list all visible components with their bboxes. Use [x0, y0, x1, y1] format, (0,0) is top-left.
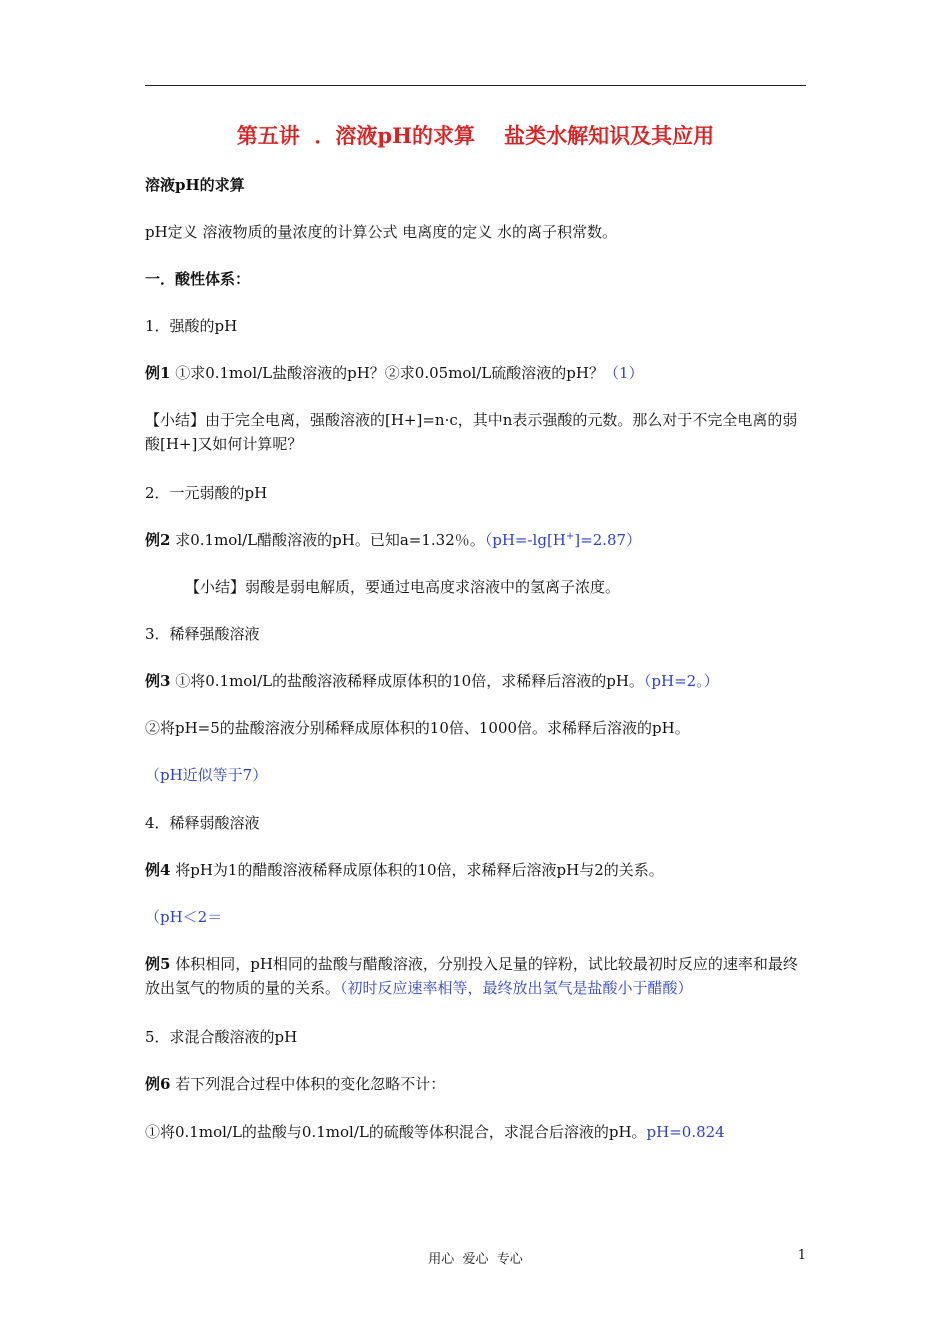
page-footer: 用心 爱心 专心 [428, 1252, 523, 1267]
example-text: 将pH为1的醋酸溶液稀释成原体积的10倍，求稀释后溶液pH与2的关系。 [175, 861, 664, 879]
example-3-part-2-answer: （pH近似等于7） [145, 766, 268, 784]
answer-part: ]=2.87） [574, 531, 642, 549]
example-answer: （初时反应速率相等，最终放出氢气是盐酸小于醋酸） [340, 979, 693, 997]
example-answer: （pH=2。） [643, 672, 719, 690]
example-label: 例2 [145, 531, 171, 549]
example-3 [145, 669, 806, 693]
example-text: ①将0.1mol/L的盐酸溶液稀释成原体积的10倍，求稀释后溶液的pH。 [175, 672, 644, 690]
subheading-weak-acid: 2．一元弱酸的pH [145, 484, 268, 502]
answer-superscript: + [565, 531, 575, 542]
example-3-part-2: ②将pH=5的盐酸溶液分别稀释成原体积的10倍、1000倍。求稀释后溶液的pH。 [145, 719, 690, 737]
example-5 [145, 952, 806, 1000]
subheading-dilute-weak: 4．稀释弱酸溶液 [145, 814, 260, 832]
example-1 [145, 361, 806, 385]
example-2 [145, 528, 806, 552]
example-text: ①将0.1mol/L的盐酸与0.1mol/L的硫酸等体积混合，求混合后溶液的pH。 [145, 1123, 647, 1141]
example-label: 例5 [145, 955, 171, 973]
example-answer: pH=0.824 [646, 1123, 725, 1141]
page-title: 第五讲 ．溶液pH的求算 盐类水解知识及其应用 [236, 123, 715, 148]
example-text: 若下列混合过程中体积的变化忽略不计： [175, 1075, 446, 1093]
example-label: 例1 [145, 364, 171, 382]
example-4-answer: （pH＜2＝ [145, 908, 223, 926]
answer-part: （pH=-lg[H [484, 531, 566, 549]
example-answer: （1） [603, 364, 644, 382]
example-label: 例4 [145, 861, 171, 879]
summary-1: 【小结】由于完全电离，强酸溶液的[H+]=n·c，其中n表示强酸的元数。那么对于不完全电离的弱酸[H+]又如何计算呢？ [145, 411, 798, 453]
example-6-part-1 [145, 1120, 806, 1144]
subheading-strong-acid: 1．强酸的pH [145, 317, 238, 335]
example-label: 例6 [145, 1075, 171, 1093]
subheading-dilute-strong: 3．稀释强酸溶液 [145, 625, 260, 643]
example-text: ①求0.1mol/L盐酸溶液的pH？②求0.05mol/L硫酸溶液的pH？ [170, 364, 604, 382]
example-text: 求0.1mol/L醋酸溶液的pH。已知a=1.32％。 [175, 531, 485, 549]
example-text: 体积相同，pH相同的盐酸与醋酸溶液，分别投入足量的锌粉，试比较最初时反应的速率和最终放出氢气的物质的量的关系。 [145, 955, 798, 997]
subheading-mixed-acid: 5．求混合酸溶液的pH [145, 1028, 298, 1046]
section-title: 溶液pH的求算 [145, 176, 245, 194]
example-answer [485, 531, 641, 549]
header-rule [145, 85, 806, 86]
example-label: 例3 [145, 672, 171, 690]
page-number: 1 [797, 1248, 806, 1263]
part-heading: 一．酸性体系： [145, 270, 251, 288]
example-4 [145, 858, 806, 882]
example-6 [145, 1072, 806, 1096]
summary-2: 【小结】弱酸是弱电解质，要通过电高度求溶液中的氢离子浓度。 [185, 578, 621, 596]
intro-text: pH定义 溶液物质的量浓度的计算公式 电离度的定义 水的离子积常数。 [145, 223, 617, 241]
